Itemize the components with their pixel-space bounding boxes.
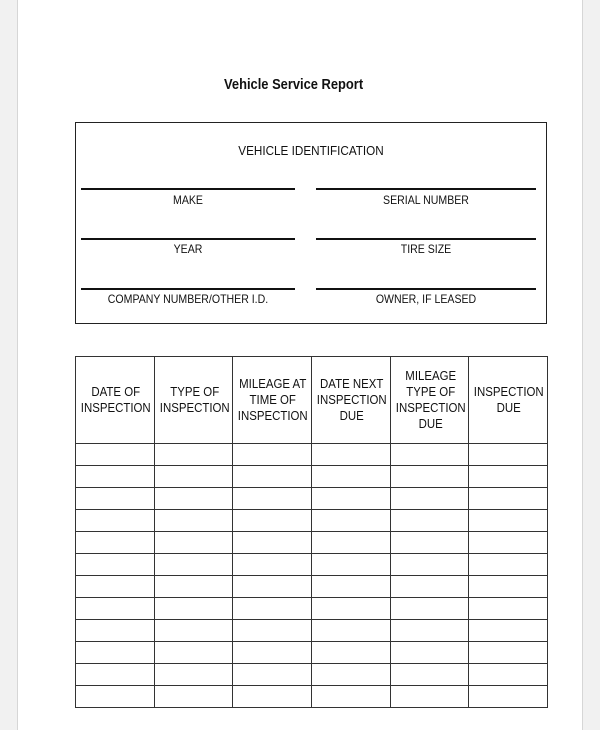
- table-row: [76, 598, 548, 620]
- table-cell[interactable]: [154, 488, 233, 510]
- table-cell[interactable]: [76, 488, 155, 510]
- table-cell[interactable]: [233, 554, 312, 576]
- table-row: [76, 466, 548, 488]
- table-cell[interactable]: [233, 642, 312, 664]
- table-cell[interactable]: [154, 598, 233, 620]
- header-inspection-due: INSPECTION DUE: [469, 357, 548, 444]
- table-cell[interactable]: [233, 598, 312, 620]
- table-cell[interactable]: [469, 510, 548, 532]
- table-row: [76, 532, 548, 554]
- table-cell[interactable]: [390, 664, 469, 686]
- table-cell[interactable]: [469, 532, 548, 554]
- table-row: [76, 664, 548, 686]
- table-cell[interactable]: [76, 642, 155, 664]
- owner-line[interactable]: [316, 288, 536, 290]
- table-cell[interactable]: [469, 444, 548, 466]
- table-cell[interactable]: [469, 598, 548, 620]
- table-cell[interactable]: [469, 466, 548, 488]
- table-cell[interactable]: [76, 554, 155, 576]
- table-cell[interactable]: [76, 620, 155, 642]
- table-cell[interactable]: [311, 686, 390, 708]
- table-cell[interactable]: [390, 686, 469, 708]
- table-cell[interactable]: [390, 444, 469, 466]
- table-cell[interactable]: [154, 664, 233, 686]
- table-cell[interactable]: [311, 576, 390, 598]
- company-number-line[interactable]: [81, 288, 295, 290]
- table-cell[interactable]: [469, 576, 548, 598]
- table-cell[interactable]: [154, 686, 233, 708]
- table-cell[interactable]: [233, 510, 312, 532]
- table-cell[interactable]: [469, 620, 548, 642]
- serial-number-label: SERIAL NUMBER: [383, 193, 469, 207]
- header-date-next-inspection-due: DATE NEXT INSPECTION DUE: [311, 357, 390, 444]
- table-cell[interactable]: [469, 642, 548, 664]
- table-cell[interactable]: [469, 554, 548, 576]
- table-cell[interactable]: [233, 686, 312, 708]
- table-cell[interactable]: [76, 466, 155, 488]
- table-row: [76, 488, 548, 510]
- table-cell[interactable]: [311, 620, 390, 642]
- table-cell[interactable]: [76, 576, 155, 598]
- table-cell[interactable]: [390, 554, 469, 576]
- vehicle-identification-box: [75, 122, 547, 324]
- table-cell[interactable]: [390, 620, 469, 642]
- table-cell[interactable]: [390, 532, 469, 554]
- table-cell[interactable]: [76, 532, 155, 554]
- make-label: MAKE: [173, 193, 203, 207]
- table-cell[interactable]: [469, 664, 548, 686]
- table-cell[interactable]: [311, 444, 390, 466]
- report-title: Vehicle Service Report: [224, 76, 364, 93]
- header-mileage-type-inspection-due: MILEAGE TYPE OF INSPECTION DUE: [390, 357, 469, 444]
- table-cell[interactable]: [311, 598, 390, 620]
- inspection-log-table: [75, 356, 548, 708]
- table-cell[interactable]: [311, 488, 390, 510]
- table-cell[interactable]: [154, 554, 233, 576]
- table-cell[interactable]: [311, 532, 390, 554]
- table-cell[interactable]: [76, 598, 155, 620]
- table-cell[interactable]: [154, 444, 233, 466]
- serial-number-line[interactable]: [316, 188, 536, 190]
- table-cell[interactable]: [233, 488, 312, 510]
- header-mileage-at-inspection: MILEAGE AT TIME OF INSPECTION: [233, 357, 312, 444]
- table-row: [76, 554, 548, 576]
- company-number-label: COMPANY NUMBER/OTHER I.D.: [107, 292, 269, 306]
- table-cell[interactable]: [154, 510, 233, 532]
- table-cell[interactable]: [154, 532, 233, 554]
- document-page: [17, 0, 583, 730]
- table-row: [76, 576, 548, 598]
- table-row: [76, 510, 548, 532]
- identification-heading: VEHICLE IDENTIFICATION: [238, 143, 384, 158]
- owner-label: OWNER, IF LEASED: [375, 292, 477, 306]
- table-row: [76, 642, 548, 664]
- tire-size-line[interactable]: [316, 238, 536, 240]
- table-cell[interactable]: [76, 664, 155, 686]
- table-cell[interactable]: [311, 642, 390, 664]
- table-cell[interactable]: [233, 466, 312, 488]
- header-date-of-inspection: DATE OF INSPECTION: [76, 357, 155, 444]
- table-cell[interactable]: [233, 576, 312, 598]
- header-type-of-inspection: TYPE OF INSPECTION: [154, 357, 233, 444]
- table-cell[interactable]: [390, 642, 469, 664]
- table-row: [76, 620, 548, 642]
- table-cell[interactable]: [311, 466, 390, 488]
- table-cell[interactable]: [311, 510, 390, 532]
- table-cell[interactable]: [154, 642, 233, 664]
- table-cell[interactable]: [233, 620, 312, 642]
- year-line[interactable]: [81, 238, 295, 240]
- table-cell[interactable]: [311, 664, 390, 686]
- table-cell[interactable]: [390, 576, 469, 598]
- table-header-row: [76, 357, 548, 444]
- table-row: [76, 444, 548, 466]
- table-cell[interactable]: [154, 466, 233, 488]
- table-cell[interactable]: [311, 554, 390, 576]
- table-cell[interactable]: [154, 620, 233, 642]
- year-label: YEAR: [173, 242, 203, 256]
- table-row: [76, 686, 548, 708]
- tire-size-label: TIRE SIZE: [400, 242, 452, 256]
- table-cell[interactable]: [76, 510, 155, 532]
- table-cell[interactable]: [390, 466, 469, 488]
- table-cell[interactable]: [390, 510, 469, 532]
- table-cell[interactable]: [390, 598, 469, 620]
- table-cell[interactable]: [233, 444, 312, 466]
- make-line[interactable]: [81, 188, 295, 190]
- table-cell[interactable]: [469, 686, 548, 708]
- table-cell[interactable]: [233, 532, 312, 554]
- table-cell[interactable]: [469, 488, 548, 510]
- table-cell[interactable]: [390, 488, 469, 510]
- table-cell[interactable]: [76, 444, 155, 466]
- table-cell[interactable]: [154, 576, 233, 598]
- table-cell[interactable]: [76, 686, 155, 708]
- table-cell[interactable]: [233, 664, 312, 686]
